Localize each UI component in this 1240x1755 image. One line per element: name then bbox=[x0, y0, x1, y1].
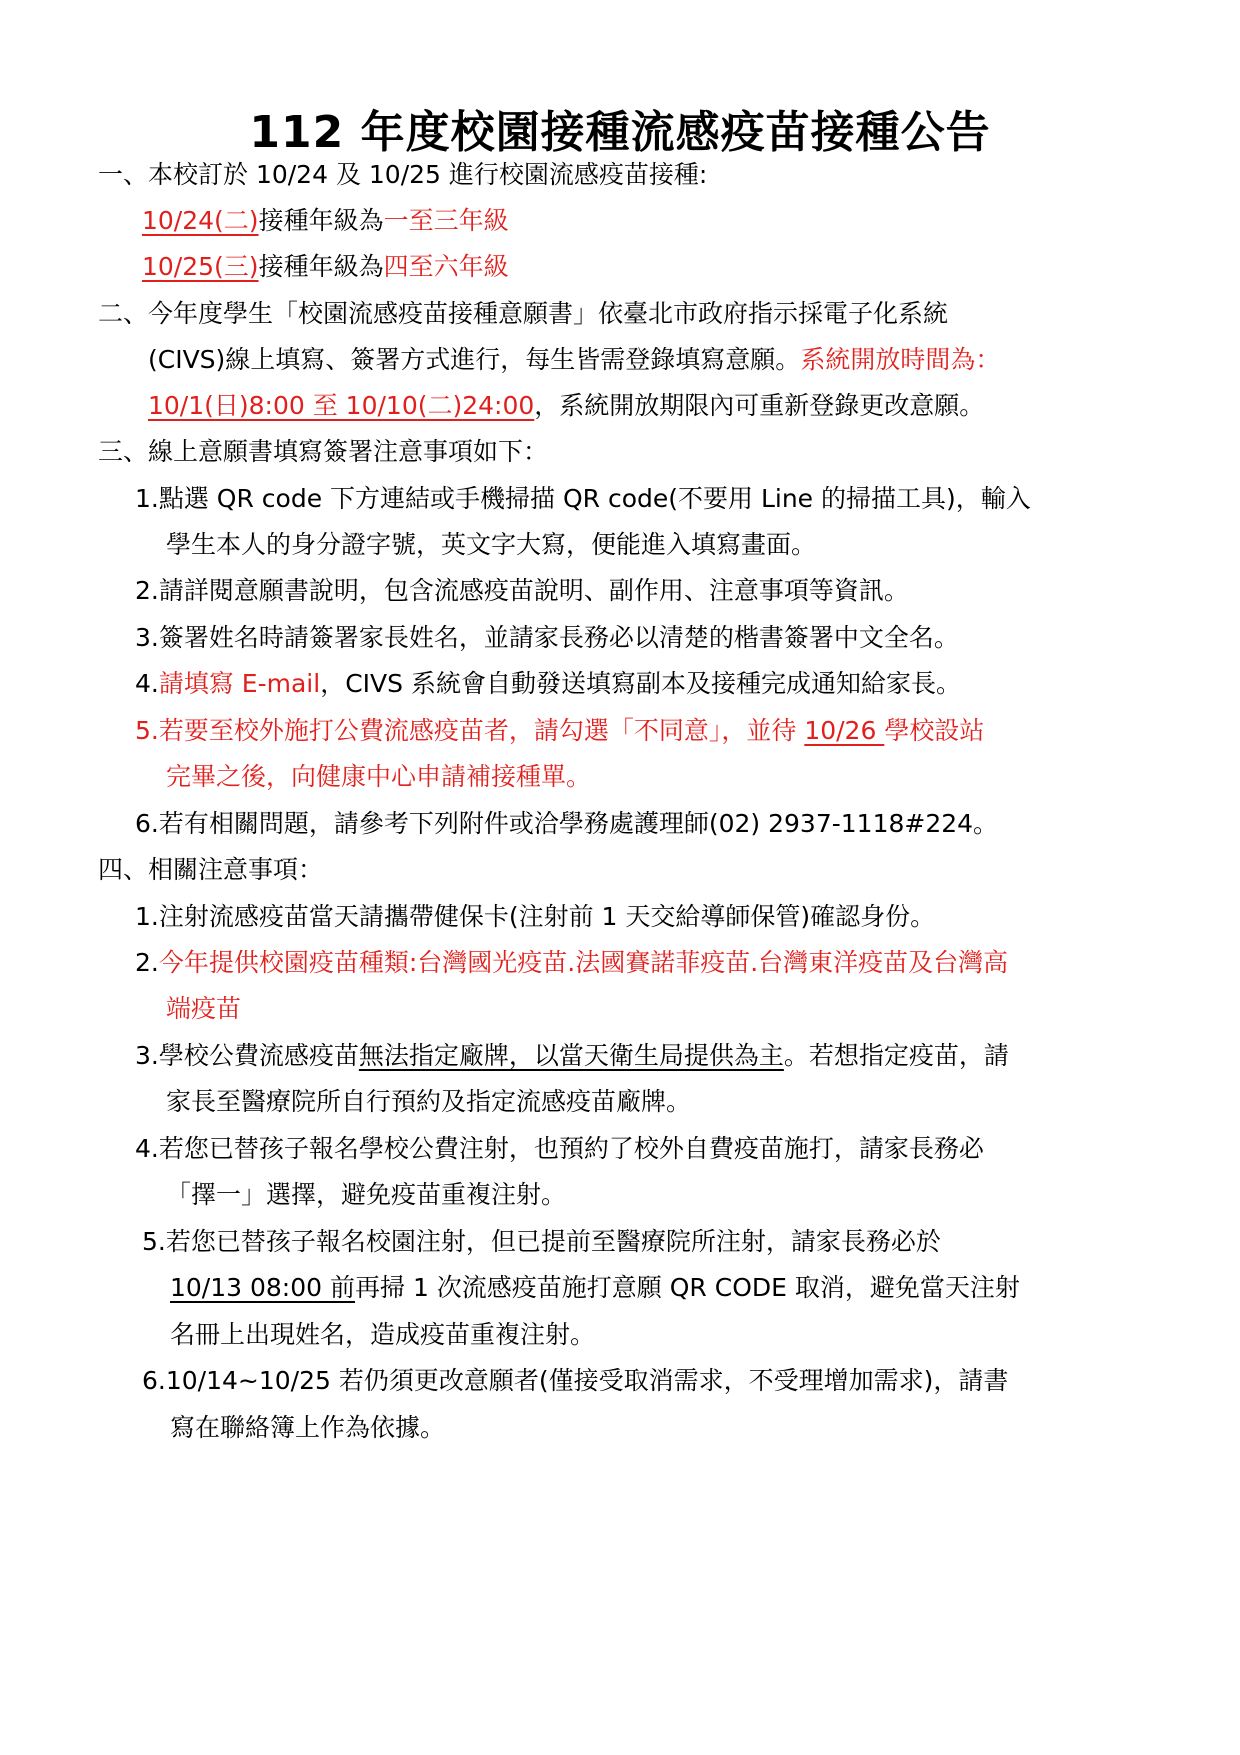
day2-label: 接種年級為 bbox=[258, 252, 384, 281]
section-4-item-5-line-1: 5.若您已替孩子報名校園注射，但已提前至醫療院所注射，請家長務必於 bbox=[142, 1227, 941, 1256]
section-4-item-6-line-2: 寫在聯絡簿上作為依據。 bbox=[170, 1413, 446, 1442]
day2-grades: 四至六年級 bbox=[383, 252, 509, 281]
section-3-item-4 bbox=[135, 666, 961, 702]
section-4-heading: 四、相關注意事項： bbox=[98, 855, 324, 884]
section-1-day2 bbox=[142, 249, 509, 285]
system-open-period: 10/1(日)8:00 至 10/10(二)24:00 bbox=[148, 391, 535, 420]
section-4-item-5-line-2 bbox=[170, 1270, 1020, 1306]
item-5-instruction: 再掃 1 次流感疫苗施打意願 QR CODE 取消，避免當天注射 bbox=[355, 1273, 1020, 1302]
day2-date: 10/25(三) bbox=[142, 252, 259, 281]
section-3-item-1-line-2: 學生本人的身分證字號，英文字大寫，便能進入填寫畫面。 bbox=[166, 530, 817, 559]
vaccine-types: 今年提供校園疫苗種類:台灣國光疫苗.法國賽諾菲疫苗.台灣東洋疫苗及台灣高 bbox=[158, 948, 1009, 977]
item-5-date: 10/26 bbox=[804, 716, 885, 745]
email-highlight: 請填寫 E-mail bbox=[158, 669, 321, 698]
day1-label: 接種年級為 bbox=[258, 206, 384, 235]
section-4-item-4-line-1: 4.若您已替孩子報名學校公費注射，也預約了校外自費疫苗施打，請家長務必 bbox=[135, 1134, 984, 1163]
section-2-line-2 bbox=[148, 342, 1000, 378]
section-4-item-2-line-1 bbox=[135, 945, 1008, 981]
item-5-text-end: 學校設站 bbox=[884, 716, 985, 745]
page-title: 112 年度校園接種流感疫苗接種公告 bbox=[249, 107, 991, 158]
section-4-item-4-line-2: 「擇一」選擇，避免疫苗重複注射。 bbox=[166, 1180, 567, 1209]
item-3-text-end: 。若想指定疫苗，請 bbox=[783, 1041, 1009, 1070]
system-open-label: 系統開放時間為： bbox=[800, 345, 1001, 374]
section-3-item-5-line-2: 完畢之後，向健康中心申請補接種單。 bbox=[166, 762, 592, 791]
section-2-line-3 bbox=[148, 388, 984, 424]
item-3-text: 3.學校公費流感疫苗 bbox=[135, 1041, 359, 1070]
section-3-item-1-line-1: 1.點選 QR code 下方連結或手機掃描 QR code(不要用 Line 的掃描工具)，輸入 bbox=[135, 484, 1031, 513]
section-2-note: ，系統開放期限內可重新登錄更改意願。 bbox=[534, 391, 985, 420]
item-5-number: 5. bbox=[135, 716, 159, 745]
section-4-item-1: 1.注射流感疫苗當天請攜帶健保卡(注射前 1 天交給導師保管)確認身份。 bbox=[135, 902, 936, 931]
section-3-heading: 三、線上意願書填寫簽署注意事項如下： bbox=[98, 437, 549, 466]
section-2-text: (CIVS)線上填寫、簽署方式進行，每生皆需登錄填寫意願。 bbox=[148, 345, 801, 374]
section-4-item-2-line-2: 端疫苗 bbox=[166, 994, 242, 1023]
section-4-item-3-line-1 bbox=[135, 1038, 1009, 1074]
section-3-item-6: 6.若有相關問題，請參考下列附件或洽學務處護理師(02) 2937-1118#224。 bbox=[135, 809, 999, 838]
section-4-item-5-line-3: 名冊上出現姓名，造成疫苗重複注射。 bbox=[170, 1320, 596, 1349]
no-brand-choice: 無法指定廠牌，以當天衛生局提供為主 bbox=[358, 1041, 784, 1070]
item-4-number: 4. bbox=[135, 669, 159, 698]
item-5-text: 若要至校外施打公費流感疫苗者，請勾選「不同意」，並待 bbox=[158, 716, 805, 745]
section-4-item-3-line-2: 家長至醫療院所自行預約及指定流感疫苗廠牌。 bbox=[166, 1087, 692, 1116]
section-4-item-6-line-1: 6.10/14~10/25 若仍須更改意願者(僅接受取消需求，不受理增加需求)，請書 bbox=[142, 1366, 1009, 1395]
item-2-number: 2. bbox=[135, 948, 159, 977]
section-3-item-2: 2.請詳閱意願書說明，包含流感疫苗說明、副作用、注意事項等資訊。 bbox=[135, 576, 909, 605]
day1-date: 10/24(二) bbox=[142, 206, 259, 235]
cancel-deadline: 10/13 08:00 前 bbox=[170, 1273, 355, 1302]
item-4-text: ，CIVS 系統會自動發送填寫副本及接種完成通知給家長。 bbox=[320, 669, 961, 698]
section-3-item-3: 3.簽署姓名時請簽署家長姓名，並請家長務必以清楚的楷書簽署中文全名。 bbox=[135, 623, 959, 652]
section-2-line-1: 二、今年度學生「校園流感疫苗接種意願書」依臺北市政府指示採電子化系統 bbox=[98, 299, 949, 328]
section-1-day1 bbox=[142, 203, 509, 239]
section-3-item-5-line-1 bbox=[135, 713, 984, 749]
section-1-heading: 一、本校訂於 10/24 及 10/25 進行校園流感疫苗接種: bbox=[98, 160, 708, 189]
day1-grades: 一至三年級 bbox=[383, 206, 509, 235]
